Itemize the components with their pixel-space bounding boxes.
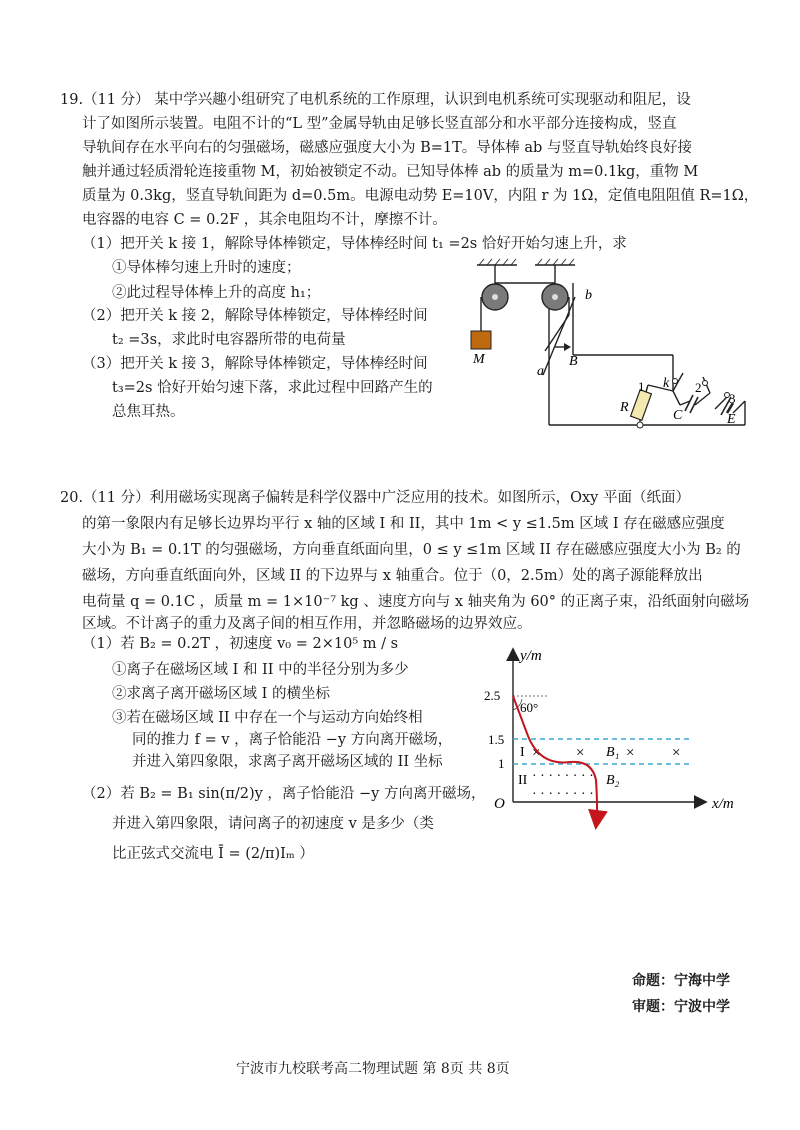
label-C: C bbox=[673, 408, 683, 423]
q20-sub-1: （1）若 B₂ = 0.2T ，初速度 v₀ = 2×10⁵ m / s bbox=[82, 636, 399, 652]
q20-sub-1c3: 并进入第四象限，求离子离开磁场区域的 II 坐标 bbox=[132, 754, 443, 770]
label-R: R bbox=[620, 400, 629, 415]
q19-line-4: 触并通过轻质滑轮连接重物 M，初始被锁定不动。已知导体棒 ab 的质量为 m=0.1kg，重物 M bbox=[82, 164, 699, 180]
y-axis-label: y/m bbox=[520, 648, 542, 664]
tick-2-5: 2.5 bbox=[484, 688, 501, 703]
label-b: b bbox=[585, 288, 592, 303]
b2-label: B₂ bbox=[606, 773, 620, 788]
region-II-label: II bbox=[518, 773, 528, 788]
q20-line-4: 磁场，方向垂直纸面向外，区域 II 的下边界与 x 轴重合。位于（0，2.5m）处的离子源能释放出 bbox=[82, 568, 703, 584]
q19-sub-1: （1）把开关 k 接 1，解除导体棒锁定，导体棒经时间 t₁ =2s 恰好开始匀速上升，求 bbox=[82, 236, 627, 252]
q20-line-5: 电荷量 q = 0.1C ，质量 m = 1×10⁻⁷ kg 、速度方向与 x 轴夹角为 60° 的正离子束，沿纸面射向磁场 bbox=[82, 594, 750, 610]
tick-1-5: 1.5 bbox=[488, 732, 505, 747]
label-k: k bbox=[663, 376, 670, 391]
cross-mark: × bbox=[532, 745, 541, 761]
q20-line-3: 大小为 B₁ = 0.1T 的匀强磁场，方向垂直纸面向里，0 ≤ y ≤1m 区域 II 存在磁感应强度大小为 B₂ 的 bbox=[82, 542, 741, 558]
label-2: 2 bbox=[695, 380, 702, 395]
q19-sub-1a: ①导体棒匀速上升时的速度； bbox=[112, 260, 301, 276]
q20-line-6: 区域。不计离子的重力及离子间的相互作用，并忽略磁场的边界效应。 bbox=[82, 616, 532, 632]
q19-sub-3c: 总焦耳热。 bbox=[112, 404, 185, 420]
dot-row: · · · · · · · · bbox=[532, 769, 594, 784]
q19-line-6: 电容器的电容 C = 0.2F ，其余电阻均不计，摩擦不计。 bbox=[82, 212, 447, 228]
q19-sub-1b: ②此过程导体棒上升的高度 h₁； bbox=[112, 285, 321, 301]
region-I-label: I bbox=[520, 745, 525, 760]
setter-credit: 命题：宁海中学 bbox=[632, 973, 730, 989]
q20-sub-2b: 并进入第四象限，请问离子的初速度 v 是多少（类 bbox=[112, 816, 434, 832]
cross-mark: × bbox=[626, 745, 635, 761]
resistor bbox=[631, 390, 652, 420]
q20-sub-2: （2）若 B₂ = B₁ sin(π/2)y ，离子恰能沿 −y 方向离开磁场， bbox=[82, 786, 486, 802]
q19-sub-3b: t₃=2s 恰好开始匀速下落，求此过程中回路产生的 bbox=[112, 380, 433, 396]
q19-line-5: 质量为 0.3kg，竖直导轨间距为 d=0.5m。电源电动势 E=10V，内阻 r 为 1Ω，定值电阻阻值 R=1Ω， bbox=[82, 188, 759, 204]
q20-sub-2c: 比正弦式交流电 Ī = (2/π)Iₘ ） bbox=[112, 846, 314, 862]
q20-sub-1c2: 同的推力 f = v ，离子恰能沿 −y 方向离开磁场， bbox=[132, 732, 453, 748]
origin-label: O bbox=[494, 796, 505, 812]
label-M: M bbox=[473, 352, 485, 367]
x-axis-label: x/m bbox=[712, 796, 734, 812]
dot-row: · · · · · · · · bbox=[532, 787, 594, 802]
label-B: B bbox=[569, 354, 578, 369]
label-1: 1 bbox=[638, 379, 645, 394]
q20-sub-1b: ②求离子离开磁场区域 I 的横坐标 bbox=[112, 686, 330, 702]
q19-line-1: 19.（11 分） 某中学兴趣小组研究了电机系统的工作原理，认识到电机系统可实现驱动和阻尼，设 bbox=[60, 92, 691, 108]
q20-sub-1a: ①离子在磁场区域 I 和 II 中的半径分别为多少 bbox=[112, 662, 409, 678]
q19-line-2: 计了如图所示装置。电阻不计的“L 型”金属导轨由足够长竖直部分和水平部分连接构成，竖直 bbox=[82, 116, 677, 132]
reviewer-credit: 审题：宁波中学 bbox=[632, 999, 730, 1015]
label-a: a bbox=[537, 364, 544, 379]
cross-mark: × bbox=[576, 745, 585, 761]
q20-line-1: 20.（11 分）利用磁场实现离子偏转是科学仪器中广泛应用的技术。如图所示，Oxy 平面（纸面） bbox=[60, 490, 690, 506]
ion-trajectory bbox=[513, 696, 597, 826]
q20-field-figure bbox=[480, 640, 770, 840]
label-E: E bbox=[727, 412, 736, 427]
angle-label: 60° bbox=[520, 700, 539, 715]
tick-1: 1 bbox=[498, 756, 505, 771]
q20-sub-1c: ③若在磁场区域 II 中存在一个与运动方向始终相 bbox=[112, 710, 423, 726]
cross-mark: × bbox=[672, 745, 681, 761]
q19-sub-2b: t₂ =3s，求此时电容器所带的电荷量 bbox=[112, 332, 346, 348]
q19-sub-3: （3）把开关 k 接 3，解除导体棒锁定，导体棒经时间 bbox=[82, 356, 428, 372]
q19-circuit-figure bbox=[465, 255, 765, 445]
weight-block bbox=[471, 331, 491, 349]
label-3: 3 bbox=[729, 391, 736, 406]
b1-label: B₁ bbox=[606, 745, 620, 760]
q19-sub-2: （2）把开关 k 接 2，解除导体棒锁定，导体棒经时间 bbox=[82, 308, 428, 324]
q19-line-3: 导轨间存在水平向右的匀强磁场，磁感应强度大小为 B=1T。导体棒 ab 与竖直导轨始终良好接 bbox=[82, 140, 692, 156]
page-footer: 宁波市九校联考高二物理试题 第 8页 共 8页 bbox=[236, 1061, 510, 1077]
q20-line-2: 的第一象限内有足够长边界均平行 x 轴的区域 I 和 II，其中 1m < y ≤1.5m 区域 I 存在磁感应强度 bbox=[82, 516, 725, 532]
